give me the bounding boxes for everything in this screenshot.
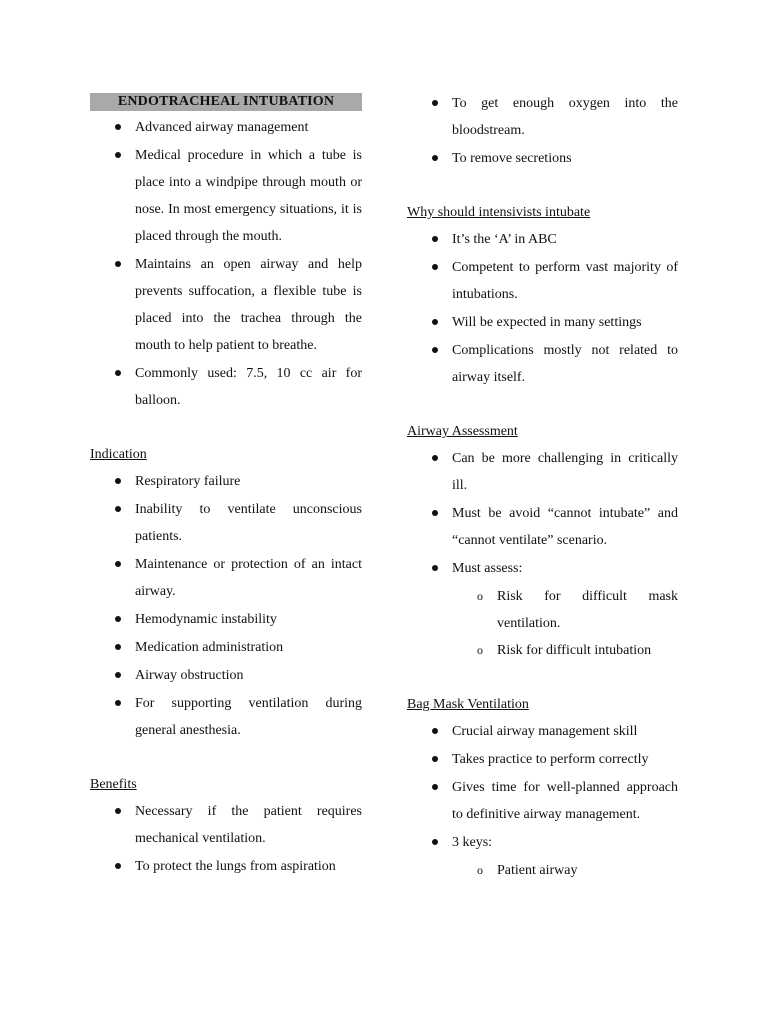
list-item: To protect the lungs from aspiration bbox=[90, 853, 362, 880]
section-heading-why-intubate: Why should intensivists intubate bbox=[407, 205, 591, 220]
indication-list bbox=[90, 468, 362, 744]
bullet-icon bbox=[432, 100, 438, 106]
list-item: Can be more challenging in critically ill. bbox=[407, 445, 678, 499]
why-list bbox=[407, 226, 678, 391]
airway-list bbox=[407, 445, 678, 582]
sub-list-item: o Risk for difficult intubation bbox=[407, 637, 678, 664]
bullet-icon bbox=[115, 370, 121, 376]
list-item: Gives time for well-planned approach to definitive airway management. bbox=[407, 774, 678, 828]
list-item: 3 keys: bbox=[407, 829, 678, 856]
bullet-icon bbox=[115, 644, 121, 650]
list-item: Commonly used: 7.5, 10 cc air for balloon. bbox=[90, 360, 362, 414]
list-item: Advanced airway management bbox=[90, 114, 362, 141]
sub-list-item: o Patient airway bbox=[407, 857, 678, 884]
bullet-icon bbox=[115, 506, 121, 512]
list-item: Competent to perform vast majority of intubations. bbox=[407, 254, 678, 308]
left-column bbox=[90, 90, 362, 881]
list-item: Must assess: bbox=[407, 555, 678, 582]
bullet-icon bbox=[432, 728, 438, 734]
list-item: To get enough oxygen into the bloodstream. bbox=[407, 90, 678, 144]
list-item: Airway obstruction bbox=[90, 662, 362, 689]
bullet-icon bbox=[432, 236, 438, 242]
circle-bullet-icon: o bbox=[477, 589, 483, 603]
list-item: Respiratory failure bbox=[90, 468, 362, 495]
bullet-icon bbox=[432, 319, 438, 325]
list-item: Hemodynamic instability bbox=[90, 606, 362, 633]
section-heading-bag-mask: Bag Mask Ventilation bbox=[407, 697, 529, 712]
bullet-icon bbox=[115, 863, 121, 869]
bullet-icon bbox=[432, 264, 438, 270]
bullet-icon bbox=[115, 478, 121, 484]
bullet-icon bbox=[432, 839, 438, 845]
bullet-icon bbox=[432, 510, 438, 516]
bullet-icon bbox=[115, 700, 121, 706]
bullet-icon bbox=[432, 565, 438, 571]
list-item: Medication administration bbox=[90, 634, 362, 661]
bullet-icon bbox=[115, 261, 121, 267]
list-item: Must be avoid “cannot intubate” and “cannot ventilate” scenario. bbox=[407, 500, 678, 554]
airway-sub-list bbox=[407, 583, 678, 664]
benefits-list bbox=[90, 798, 362, 880]
intro-list bbox=[90, 114, 362, 414]
list-item: Maintenance or protection of an intact airway. bbox=[90, 551, 362, 605]
list-item: Necessary if the patient requires mechanical ventilation. bbox=[90, 798, 362, 852]
bullet-icon bbox=[115, 616, 121, 622]
bullet-icon bbox=[432, 455, 438, 461]
list-item: Maintains an open airway and help prevents suffocation, a flexible tube is placed into the trachea through the mouth to help patient to breathe. bbox=[90, 251, 362, 359]
bag-mask-sub-list bbox=[407, 857, 678, 884]
bullet-icon bbox=[115, 124, 121, 130]
list-item: Medical procedure in which a tube is place into a windpipe through mouth or nose. In most emergency situations, it is placed through the mouth. bbox=[90, 142, 362, 250]
list-item: Crucial airway management skill bbox=[407, 718, 678, 745]
bullet-icon bbox=[432, 756, 438, 762]
sub-list-item: o Risk for difficult mask ventilation. bbox=[407, 583, 678, 637]
bag-mask-list bbox=[407, 718, 678, 856]
section-heading-benefits: Benefits bbox=[90, 777, 137, 792]
list-item: To remove secretions bbox=[407, 145, 678, 172]
circle-bullet-icon: o bbox=[477, 643, 483, 657]
bullet-icon bbox=[115, 672, 121, 678]
bullet-icon bbox=[432, 347, 438, 353]
list-item: For supporting ventilation during general anesthesia. bbox=[90, 690, 362, 744]
bullet-icon bbox=[115, 561, 121, 567]
list-item: Inability to ventilate unconscious patients. bbox=[90, 496, 362, 550]
list-item: Takes practice to perform correctly bbox=[407, 746, 678, 773]
bullet-icon bbox=[432, 784, 438, 790]
section-heading-indication: Indication bbox=[90, 447, 147, 462]
list-item: Complications mostly not related to airway itself. bbox=[407, 337, 678, 391]
list-item: It’s the ‘A’ in ABC bbox=[407, 226, 678, 253]
section-heading-airway-assessment: Airway Assessment bbox=[407, 424, 518, 439]
circle-bullet-icon: o bbox=[477, 863, 483, 877]
benefits-continued-list bbox=[407, 90, 678, 172]
bullet-icon bbox=[432, 155, 438, 161]
document-title: ENDOTRACHEAL INTUBATION bbox=[90, 93, 362, 111]
bullet-icon bbox=[115, 152, 121, 158]
list-item: Will be expected in many settings bbox=[407, 309, 678, 336]
right-column bbox=[407, 90, 678, 884]
bullet-icon bbox=[115, 808, 121, 814]
